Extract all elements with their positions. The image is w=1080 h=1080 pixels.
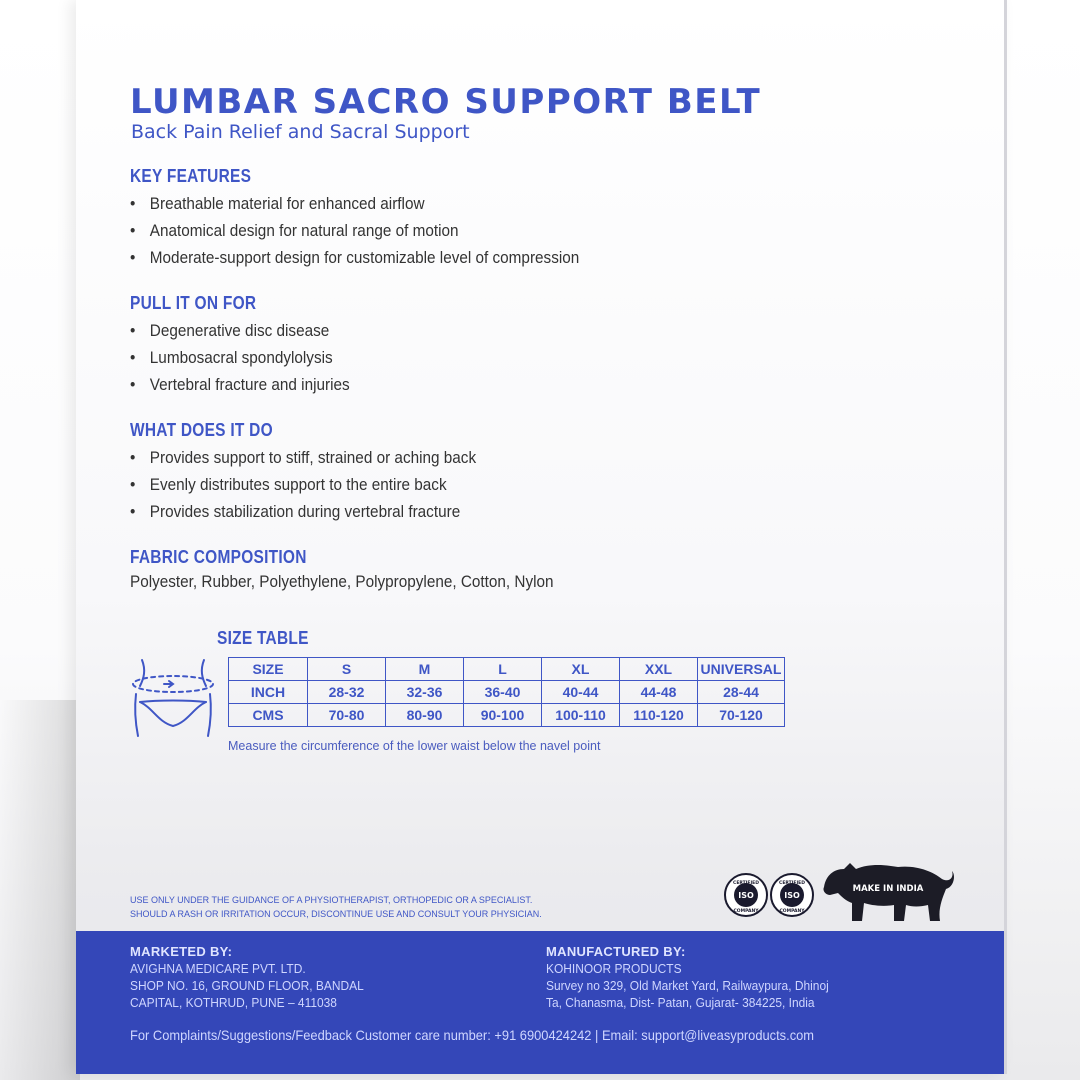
what-does-it-do-heading: WHAT DOES IT DO [130,420,273,440]
iso-badge-top-text: CERTIFIED [779,881,805,886]
table-cell: XL [542,658,620,681]
table-row [229,681,785,704]
bullet-icon: • [130,221,136,240]
table-cell: CMS [229,704,308,727]
list-item [130,371,350,398]
pull-it-on-for-list [130,317,374,398]
list-item-text: Evenly distributes support to the entire back [149,475,447,494]
list-item [130,471,476,498]
pull-it-on-for-heading: PULL IT ON FOR [130,293,257,313]
iso-badge-bottom-text: COMPANY [733,909,759,914]
manufactured-by-address [546,960,829,1011]
make-in-india-text: MAKE IN INDIA [852,884,924,894]
address-line: Ta, Chanasma, Dist- Patan, Gujarat- 384225, India [546,995,815,1010]
marketed-by-label: MARKETED BY: [130,944,233,959]
iso-badge-top-text: CERTIFIED [733,881,759,886]
list-item [130,190,579,217]
address-line: SHOP NO. 16, GROUND FLOOR, BANDAL [130,978,364,993]
list-item [130,444,476,471]
list-item-text: Vertebral fracture and injuries [149,375,350,394]
warning-line: SHOULD A RASH OR IRRITATION OCCUR, DISCONTINUE USE AND CONSULT YOUR PHYSICIAN. [130,909,542,919]
bullet-icon: • [130,502,136,521]
warning-line: USE ONLY UNDER THE GUIDANCE OF A PHYSIOTHERAPIST, ORTHOPEDIC OR A SPECIALIST. [130,895,533,905]
iso-badge-bottom-text: COMPANY [779,909,805,914]
table-cell: XXL [620,658,698,681]
manufactured-by-label: MANUFACTURED BY: [546,944,686,959]
size-table-heading: SIZE TABLE [217,628,309,648]
table-cell: 32-36 [386,681,464,704]
bullet-icon: • [130,194,136,213]
table-cell: 28-44 [698,681,785,704]
list-item-text: Provides support to stiff, strained or aching back [149,448,477,467]
customer-care-contact: For Complaints/Suggestions/Feedback Customer care number: +91 6900424242 | Email: support@liveasyproducts.com [130,1027,815,1043]
key-features-list [130,190,629,271]
fabric-composition-heading: FABRIC COMPOSITION [130,547,307,567]
list-item-text: Provides stabilization during vertebral fracture [149,502,461,521]
table-cell: SIZE [229,658,308,681]
iso-badge-mid-text: ISO [738,891,754,900]
waist-measure-icon [128,656,218,738]
list-item-text: Breathable material for enhanced airflow [149,194,425,213]
table-cell: 28-32 [308,681,386,704]
table-row [229,704,785,727]
address-line: AVIGHNA MEDICARE PVT. LTD. [130,961,306,976]
list-item [130,244,579,271]
table-cell: M [386,658,464,681]
list-item [130,344,350,371]
table-cell: 70-80 [308,704,386,727]
iso-badge-mid-text: ISO [784,891,800,900]
iso-certified-badge [770,873,814,917]
bullet-icon: • [130,375,136,394]
address-line: KOHINOOR PRODUCTS [546,961,682,976]
table-cell: L [464,658,542,681]
list-item [130,498,476,525]
table-cell: 110-120 [620,704,698,727]
make-in-india-lion-icon [820,857,956,925]
table-cell: 44-48 [620,681,698,704]
table-cell: UNIVERSAL [698,658,785,681]
size-table [228,657,785,727]
background-shadow [0,700,80,1080]
list-item-text: Moderate-support design for customizable level of compression [149,248,580,267]
product-subtitle: Back Pain Relief and Sacral Support [131,121,470,143]
table-cell: INCH [229,681,308,704]
size-table-header-row [229,658,785,681]
table-cell: S [308,658,386,681]
list-item-text: Degenerative disc disease [149,321,330,340]
bullet-icon: • [130,448,136,467]
list-item-text: Lumbosacral spondylolysis [149,348,333,367]
usage-warning [130,893,542,921]
table-cell: 36-40 [464,681,542,704]
table-cell: 80-90 [386,704,464,727]
fabric-composition-text: Polyester, Rubber, Polyethylene, Polypropylene, Cotton, Nylon [130,572,554,591]
address-line: Survey no 329, Old Market Yard, Railwaypura, Dhinoj [546,978,829,993]
product-title: LUMBAR SACRO SUPPORT BELT [130,82,762,122]
key-features-heading: KEY FEATURES [130,166,252,186]
address-line: CAPITAL, KOTHRUD, PUNE – 411038 [130,995,337,1010]
table-cell: 100-110 [542,704,620,727]
footer-panel [76,931,1004,1074]
iso-certified-badge [724,873,768,917]
bullet-icon: • [130,321,136,340]
size-table-note: Measure the circumference of the lower waist below the navel point [228,739,601,753]
marketed-by-address [130,960,364,1011]
bullet-icon: • [130,248,136,267]
list-item [130,317,350,344]
list-item [130,217,579,244]
table-cell: 70-120 [698,704,785,727]
product-box-back [76,0,1007,1074]
what-does-it-do-list [130,444,515,525]
bullet-icon: • [130,348,136,367]
table-cell: 90-100 [464,704,542,727]
bullet-icon: • [130,475,136,494]
list-item-text: Anatomical design for natural range of motion [149,221,459,240]
table-cell: 40-44 [542,681,620,704]
